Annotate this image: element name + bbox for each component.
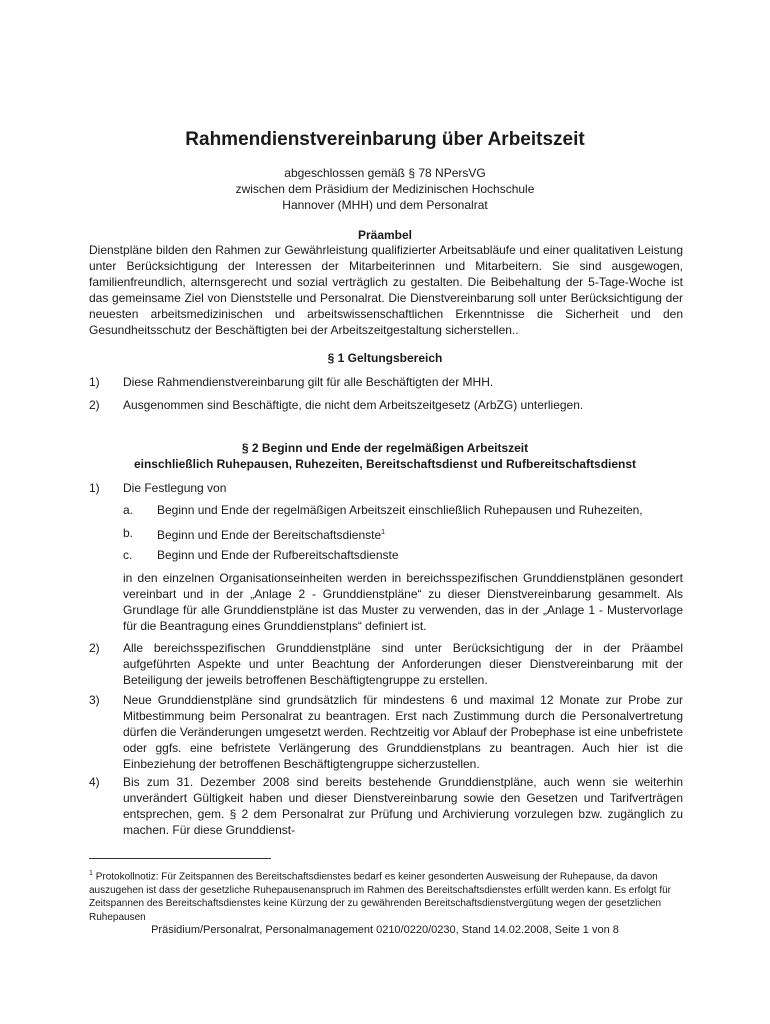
- section1-item-number: 2): [89, 398, 100, 412]
- footnote-marker: 1: [89, 870, 93, 877]
- section2-item4-number: 4): [89, 775, 100, 789]
- section2-item2-number: 2): [89, 641, 100, 655]
- sub-item-text: Beginn und Ende der Bereitschaftsdienste: [157, 528, 382, 542]
- section1-item-text: Ausgenommen sind Beschäftigte, die nicht dem Arbeitszeitgesetz (ArbZG) unterliegen.: [123, 398, 584, 412]
- section2-item1-number: 1): [89, 481, 100, 495]
- section2-heading-line2: einschließlich Ruhepausen, Ruhezeiten, Bereitschaftsdienst und Rufbereitschaftsdienst: [133, 457, 637, 471]
- sub-item-text: Beginn und Ende der regelmäßigen Arbeitszeit einschließlich Ruhepausen und Ruhezeiten,: [157, 503, 643, 517]
- sub-item-letter: c.: [123, 548, 133, 562]
- document-title: Rahmendienstvereinbarung über Arbeitszeit: [185, 129, 585, 150]
- footnote-text: Protokollnotiz: Für Zeitspannen des Bereitschaftsdienstes bedarf es keiner gesonderten Ausweisung der Ruhepause, da davon auszugehen ist dass der gesetzliche Ruhepausenanspruch im Rahmen des Bereitschaftsdienstes erfüllt werden kann. Es erfolgt für Zeitspannen des Bereitschaftsdienstes keine Kürzung der zu gewährenden Bereitschaftsdienstvergütung wegen der gesetzlichen Ruhepausen: [89, 871, 671, 923]
- section1-heading: § 1 Geltungsbereich: [327, 351, 443, 365]
- section2-item1-text: in den einzelnen Organisationseinheiten werden in bereichsspezifischen Grunddienstplänen gesondert vereinbart und in der „Anlage 2 - Grunddienstpläne“ zu dieser Dienstvereinbarung gesammelt. Als Grundlage für alle Grunddienstpläne ist das Muster zu verwenden, das in der „Anlage 1 - Mustervorlage für die Beantragung eines Grunddienstplans“ definiert ist.: [123, 571, 683, 633]
- section1-item-text: Diese Rahmendienstvereinbarung gilt für alle Beschäftigten der MHH.: [123, 375, 494, 389]
- section2-item1-intro: Die Festlegung von: [123, 481, 227, 495]
- section2-heading-line1: § 2 Beginn und Ende der regelmäßigen Arbeitszeit: [241, 441, 529, 455]
- subtitle-line: zwischen dem Präsidium der Medizinischen Hochschule: [235, 182, 535, 196]
- preamble-heading: Präambel: [357, 228, 413, 242]
- section2-item2-text: Alle bereichsspezifischen Grunddienstpläne sind unter Berücksichtigung der in der Präambel aufgeführten Aspekte und unter Beachtung der Anforderungen dieser Dienstvereinbarung mit der Beteiligung der jeweils betroffenen Beschäftigtengruppe zu erstellen.: [123, 641, 683, 687]
- footnote-separator: [89, 858, 271, 859]
- sub-item-text-with-footnote: [157, 525, 385, 543]
- preamble-text: Dienstpläne bilden den Rahmen zur Gewährleistung qualifizierter Arbeitsabläufe und einer qualitativen Leistung unter Berücksichtigung der Interessen der Mitarbeiterinnen und Mitarbeitern. Sie sind ausgewogen, familienfreundlich, alternsgerecht und sozial verträglich zu gestalten. Die Beibehaltung der 5-Tage-Woche ist das gemeinsame Ziel von Dienststelle und Personalrat. Die Dienstvereinbarung soll unter Berücksichtigung der neuesten arbeitsmedizinischen und arbeitswissenschaftlichen Erkenntnisse die Sicherheit und den Gesundheitsschutz der Beschäftigten bei der Arbeitszeitgestaltung sicherstellen..: [89, 243, 683, 337]
- footnote: [89, 867, 683, 924]
- sub-item-letter: b.: [123, 526, 134, 540]
- section2-item3-text: Neue Grunddienstpläne sind grundsätzlich für mindestens 6 und maximal 12 Monate zur Probe zur Mitbestimmung beim Personalrat zu beantragen. Erst nach Zustimmung durch die Personalvertretung dürfen die Veränderungen umgesetzt werden. Rechtzeitig vor Ablauf der Probephase ist eine unbefristete oder ggfs. eine befristete Verlängerung des Grunddienstplans zu beantragen. Auch hier ist die Einbeziehung der betroffenen Beschäftigtengruppe sicherzustellen.: [123, 693, 683, 771]
- footnote-reference: 1: [381, 529, 386, 536]
- page-footer: Präsidium/Personalrat, Personalmanagement 0210/0220/0230, Stand 14.02.2008, Seite 1 von 8: [151, 924, 619, 936]
- section2-item4-text: Bis zum 31. Dezember 2008 sind bereits bestehende Grunddienstpläne, auch wenn sie weiterhin unverändert Gültigkeit haben und dieser Dienstvereinbarung sowie den Gesetzen und Tarifverträgen entsprechen, gem. § 2 dem Personalrat zur Prüfung und Archivierung vorzulegen bzw. zugänglich zu machen. Für diese Grunddienst-: [123, 775, 683, 837]
- sub-item-text: Beginn und Ende der Rufbereitschaftsdienste: [157, 548, 399, 562]
- section2-item3-number: 3): [89, 693, 100, 707]
- section1-item-number: 1): [89, 375, 100, 389]
- subtitle-line: abgeschlossen gemäß § 78 NPersVG: [284, 166, 486, 180]
- subtitle-line: Hannover (MHH) und dem Personalrat: [282, 198, 488, 212]
- sub-item-letter: a.: [123, 503, 134, 517]
